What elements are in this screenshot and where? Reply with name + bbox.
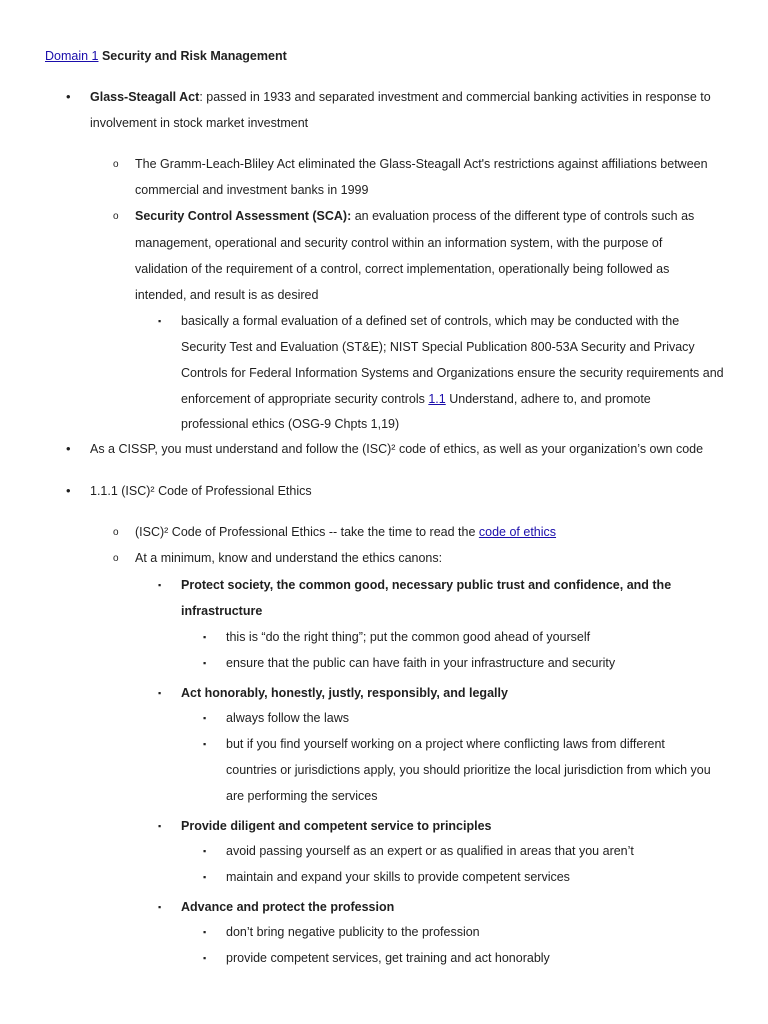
list-item: provide competent services, get training and act honorably [226,951,550,965]
page-title-text: Security and Risk Management [98,49,287,63]
list-item-formal-evaluation: basically a formal evaluation of a defined set of controls, which may be conducted with the [181,314,680,328]
bullet-square: ▪ [158,902,162,912]
text-line: intended, and result is as desired [135,288,319,302]
term-glass-steagall: Glass-Steagall Act [90,90,200,104]
bullet-circle: o [113,553,119,564]
canon-protect-society: Protect society, the common good, necessary public trust and confidence, and the [181,578,672,592]
bullet-square: ▪ [203,739,207,749]
text-line: validation of the requirement of a control, correct implementation, operationally being followed as [135,262,670,276]
domain-1-link[interactable]: Domain 1 [45,49,99,63]
list-item: but if you find yourself working on a project where conflicting laws from different [226,737,665,751]
text-line: commercial and investment banks in 1999 [135,183,369,197]
list-item: ensure that the public can have faith in your infrastructure and security [226,656,616,670]
bullet-square: ▪ [203,658,207,668]
text-line: infrastructure [181,604,263,618]
text-line: are performing the services [226,789,378,803]
text-line: enforcement of appropriate security controls 1.1 Understand, adhere to, and promote [181,392,651,406]
bullet-square: ▪ [158,821,162,831]
bullet-square: ▪ [203,846,207,856]
code-of-ethics-link[interactable]: code of ethics [478,525,557,539]
term-sca: Security Control Assessment (SCA): [135,209,352,223]
text-line: Security Test and Evaluation (ST&E); NIST Special Publication 800-53A Security and Privacy [181,340,695,354]
bullet-square: ▪ [203,872,207,882]
canon-act-honorably: Act honorably, honestly, justly, responsibly, and legally [181,686,508,700]
list-item: maintain and expand your skills to provide competent services [226,870,570,884]
section-heading-1-1-1: 1.1.1 (ISC)² Code of Professional Ethics [90,484,312,498]
list-item-glass-steagall: Glass-Steagall Act: passed in 1933 and separated investment and commercial banking activities in response to [90,90,711,104]
bullet-circle: o [113,159,119,170]
bullet-square: ▪ [203,713,207,723]
bullet-circle: o [113,211,119,222]
text-line: involvement in stock market investment [90,116,309,130]
text-line: countries or jurisdictions apply, you should prioritize the local jurisdiction from which you [226,763,711,777]
bullet-square: ▪ [203,953,207,963]
bullet-square: ▪ [158,316,162,326]
text-line: professional ethics (OSG-9 Chpts 1,19) [181,417,400,431]
canon-provide-service: Provide diligent and competent service to principles [181,819,492,833]
list-item-read-ethics: (ISC)² Code of Professional Ethics -- take the time to read the code of ethics [135,525,557,539]
list-item: this is “do the right thing”; put the common good ahead of yourself [226,630,591,644]
bullet-dot: • [66,441,71,456]
bullet-square: ▪ [203,927,207,937]
bullet-square: ▪ [158,580,162,590]
list-item: always follow the laws [226,711,349,725]
list-item: avoid passing yourself as an expert or as qualified in areas that you aren’t [226,844,634,858]
bullet-square: ▪ [158,688,162,698]
list-item-cissp: As a CISSP, you must understand and follow the (ISC)² code of ethics, as well as your organization’s own code [90,442,704,456]
canon-advance-profession: Advance and protect the profession [181,900,395,914]
page-title [45,48,287,64]
bullet-dot: • [66,483,71,498]
text-line: Controls for Federal Information Systems and Organizations ensure the security requirements and [181,366,724,380]
list-item-gramm-leach-bliley: The Gramm-Leach-Bliley Act eliminated the Glass-Steagall Act's restrictions against affiliations between [135,157,708,171]
section-1-1-link[interactable]: 1.1 [428,392,446,406]
list-item: don’t bring negative publicity to the profession [226,925,480,939]
bullet-square: ▪ [203,632,207,642]
bullet-circle: o [113,527,119,538]
text-line: management, operational and security control within an information system, with the purpose of [135,236,663,250]
list-item-ethics-canons: At a minimum, know and understand the ethics canons: [135,551,443,565]
list-item-sca: Security Control Assessment (SCA): an evaluation process of the different type of controls such as [135,209,695,223]
bullet-dot: • [66,89,71,104]
